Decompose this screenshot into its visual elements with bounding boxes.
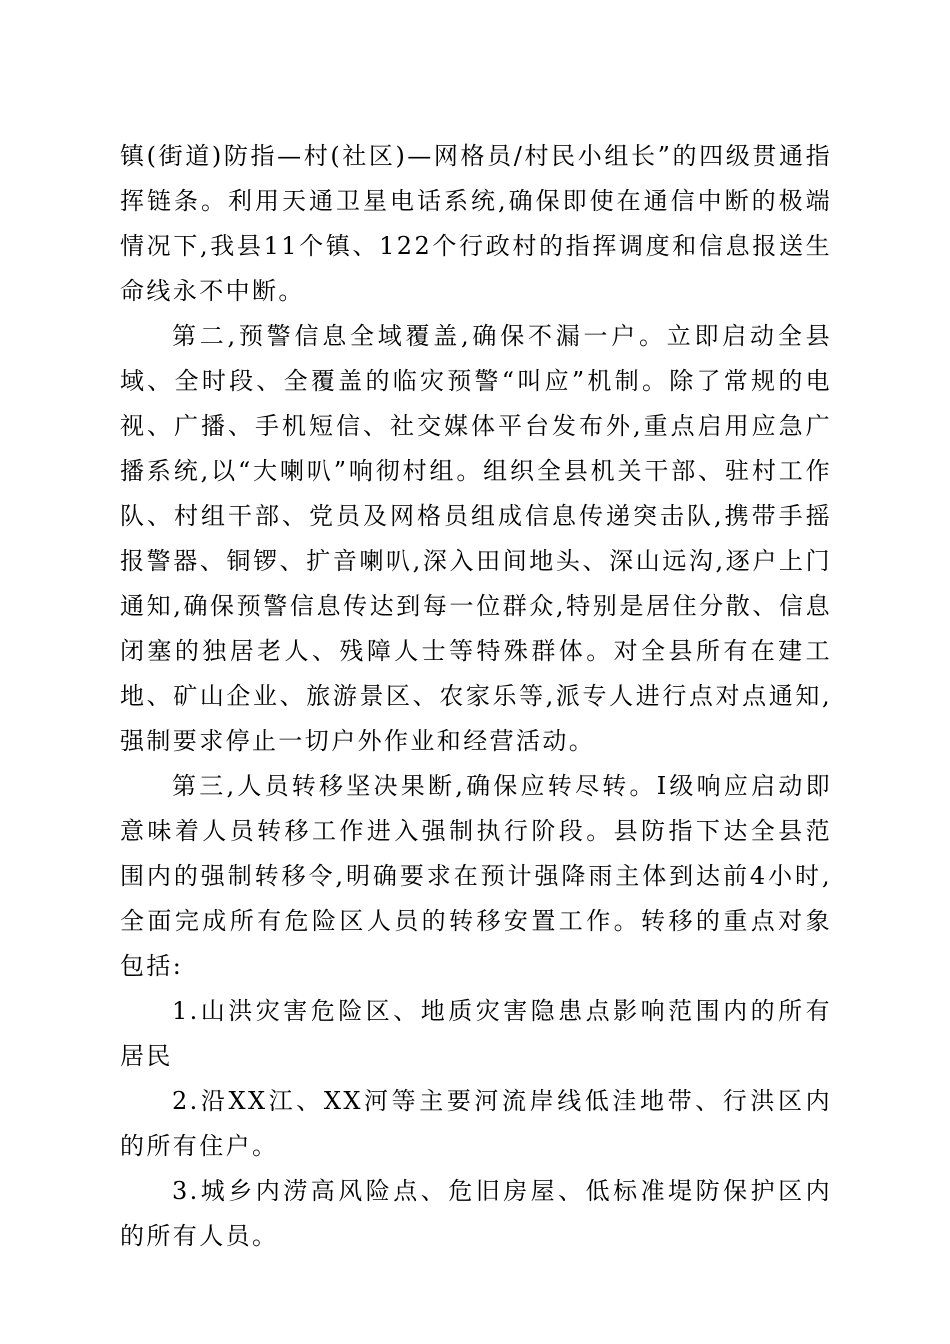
paragraph-command-chain: 镇(街道)防指—村(社区)—网格员/村民小组长”的四级贯通指挥链条。利用天通卫星电话系统,确保即使在通信中断的极端情况下,我县11个镇、122个行政村的指挥调度和信息报送生命线永不中断。	[120, 142, 832, 305]
list-item-flood-zones: 1.山洪灾害危险区、地质灾害隐患点影响范围内的所有居民	[120, 997, 832, 1070]
list-item-urban-waterlogging: 3.城乡内涝高风险点、危旧房屋、低标准堤防保护区内的所有人员。	[120, 1177, 832, 1250]
list-item-riverside-lowlands: 2.沿XX江、XX河等主要河流岸线低洼地带、行洪区内的所有住户。	[120, 1087, 832, 1160]
document-body	[120, 134, 832, 1259]
paragraph-evacuation: 第三,人员转移坚决果断,确保应转尽转。I级响应启动即意味着人员转移工作进入强制执行阶段。县防指下达全县范围内的强制转移令,明确要求在预计强降雨主体到达前4小时,全面完成所有危险区人员的转移安置工作。转移的重点对象包括:	[120, 772, 832, 980]
paragraph-early-warning: 第二,预警信息全域覆盖,确保不漏一户。立即启动全县域、全时段、全覆盖的临灾预警“叫应”机制。除了常规的电视、广播、手机短信、社交媒体平台发布外,重点启用应急广播系统,以“大喇叭”响彻村组。组织全县机关干部、驻村工作队、村组干部、党员及网格员组成信息传递突击队,携带手摇报警器、铜锣、扩音喇叭,深入田间地头、深山远沟,逐户上门通知,确保预警信息传达到每一位群众,特别是居住分散、信息闭塞的独居老人、残障人士等特殊群体。对全县所有在建工地、矿山企业、旅游景区、农家乐等,派专人进行点对点通知,强制要求停止一切户外作业和经营活动。	[120, 322, 832, 755]
